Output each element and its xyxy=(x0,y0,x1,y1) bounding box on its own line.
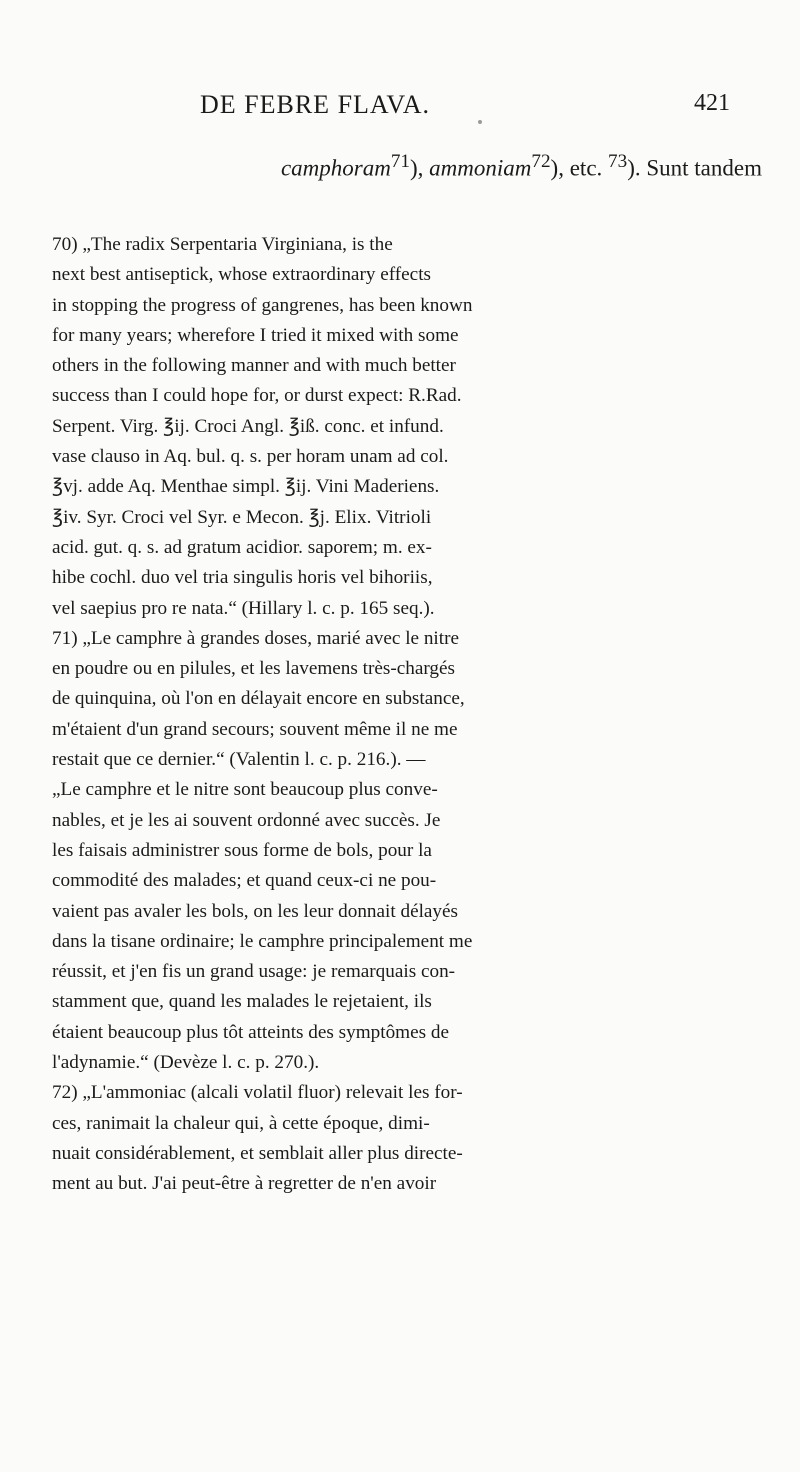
footnote-line: restait que ce dernier.“ (Valentin l. c. p. 216.). — xyxy=(52,749,426,771)
footnote-line xyxy=(52,624,762,654)
footnotes xyxy=(52,230,762,1200)
footnote-line: l'adynamie.“ (Devèze l. c. p. 270.). xyxy=(52,1052,320,1074)
footnote-ref-72: 72 xyxy=(531,151,551,172)
footnote-line: ces, ranimait la chaleur qui, à cette époque, dimi- xyxy=(52,1112,430,1134)
footnote-number: 70) xyxy=(52,234,83,255)
page-number: 421 xyxy=(694,90,730,116)
word-etc: etc. xyxy=(569,155,603,181)
footnote-72 xyxy=(52,1078,762,1199)
footnote-line: réussit, et j'en fis un grand usage: je remarquais con- xyxy=(52,961,456,983)
footnote-line: in stopping the progress of gangrenes, has been known xyxy=(52,294,473,316)
running-head: DE FEBRE FLAVA. xyxy=(200,90,431,119)
word-tandem: tandem xyxy=(694,155,762,181)
footnote-number: 71) xyxy=(52,627,83,649)
footnote-70 xyxy=(52,230,762,624)
footnote-number: 72) xyxy=(52,1082,83,1104)
footnote-line: „Le camphre et le nitre sont beaucoup plus conve- xyxy=(52,779,438,801)
footnote-line: les faisais administrer sous forme de bols, pour la xyxy=(52,839,432,861)
footnote-line: acid. gut. q. s. ad gratum acidior. saporem; m. ex- xyxy=(52,536,432,558)
word-sunt: Sunt xyxy=(646,155,689,181)
footnote-line: stamment que, quand les malades le rejetaient, ils xyxy=(52,991,432,1013)
word-camphoram: camphoram xyxy=(280,155,391,181)
footnote-text: „Le camphre à grandes doses, marié avec le nitre xyxy=(82,627,460,649)
footnote-line: hibe cochl. duo vel tria singulis horis vel bihoriis, xyxy=(52,567,433,589)
footnote-line: en poudre ou en pilules, et les lavemens très-chargés xyxy=(52,658,455,680)
footnote-line: m'étaient d'un grand secours; souvent même il ne me xyxy=(52,718,458,740)
word-ammoniam: ammoniam xyxy=(429,155,532,181)
footnote-ref-71: 71 xyxy=(390,151,410,172)
footnote-line: nables, et je les ai souvent ordonné avec succès. Je xyxy=(52,809,441,831)
main-text xyxy=(52,145,762,186)
footnote-line: next best antiseptick, whose extraordinary effects xyxy=(52,264,431,286)
footnote-line: vaient pas avaler les bols, on les leur donnait délayés xyxy=(52,900,459,922)
lead-line-1: camphoram$^{71}$), ammoniam$^{72}$), etc. $^{73}$). Sunt tandem xyxy=(280,151,762,181)
footnote-line: de quinquina, où l'on en délayait encore en substance, xyxy=(52,688,465,710)
footnote-line xyxy=(52,230,762,260)
footnote-line: ℥vj. adde Aq. Menthae simpl. ℥ij. Vini Maderiens. xyxy=(52,476,440,498)
footnote-line xyxy=(52,1078,762,1108)
footnote-line: étaient beaucoup plus tôt atteints des symptômes de xyxy=(52,1021,449,1043)
footnote-line: success than I could hope for, or durst expect: R.Rad. xyxy=(52,385,462,407)
footnote-ref-73: 73 xyxy=(608,151,628,172)
footnote-line: others in the following manner and with much better xyxy=(52,355,456,377)
footnote-line: ℥iv. Syr. Croci vel Syr. e Mecon. ℥j. Elix. Vitrioli xyxy=(52,506,432,528)
footnote-text: „The radix Serpentaria Virginiana, is the xyxy=(82,234,393,255)
footnote-line: commodité des malades; et quand ceux-ci ne pou- xyxy=(52,870,437,892)
footnote-line: for many years; wherefore I tried it mixed with some xyxy=(52,324,459,346)
footnote-line: ment au but. J'ai peut-être à regretter de n'en avoir xyxy=(52,1173,437,1195)
footnote-line: nuait considérablement, et semblait aller plus directe- xyxy=(52,1142,463,1164)
footnote-71 xyxy=(52,624,762,1078)
footnote-line: dans la tisane ordinaire; le camphre principalement me xyxy=(52,930,473,952)
footnote-line: vel saepius pro re nata.“ (Hillary l. c. p. 165 seq.). xyxy=(52,597,435,619)
footnote-line: vase clauso in Aq. bul. q. s. per horam unam ad col. xyxy=(52,446,449,468)
footnote-text: „L'ammoniac (alcali volatil fluor) relevait les for- xyxy=(82,1082,463,1104)
print-speck xyxy=(478,120,482,124)
page-header xyxy=(120,90,730,120)
footnote-line: Serpent. Virg. ℥ij. Croci Angl. ℥iß. conc. et infund. xyxy=(52,415,444,437)
